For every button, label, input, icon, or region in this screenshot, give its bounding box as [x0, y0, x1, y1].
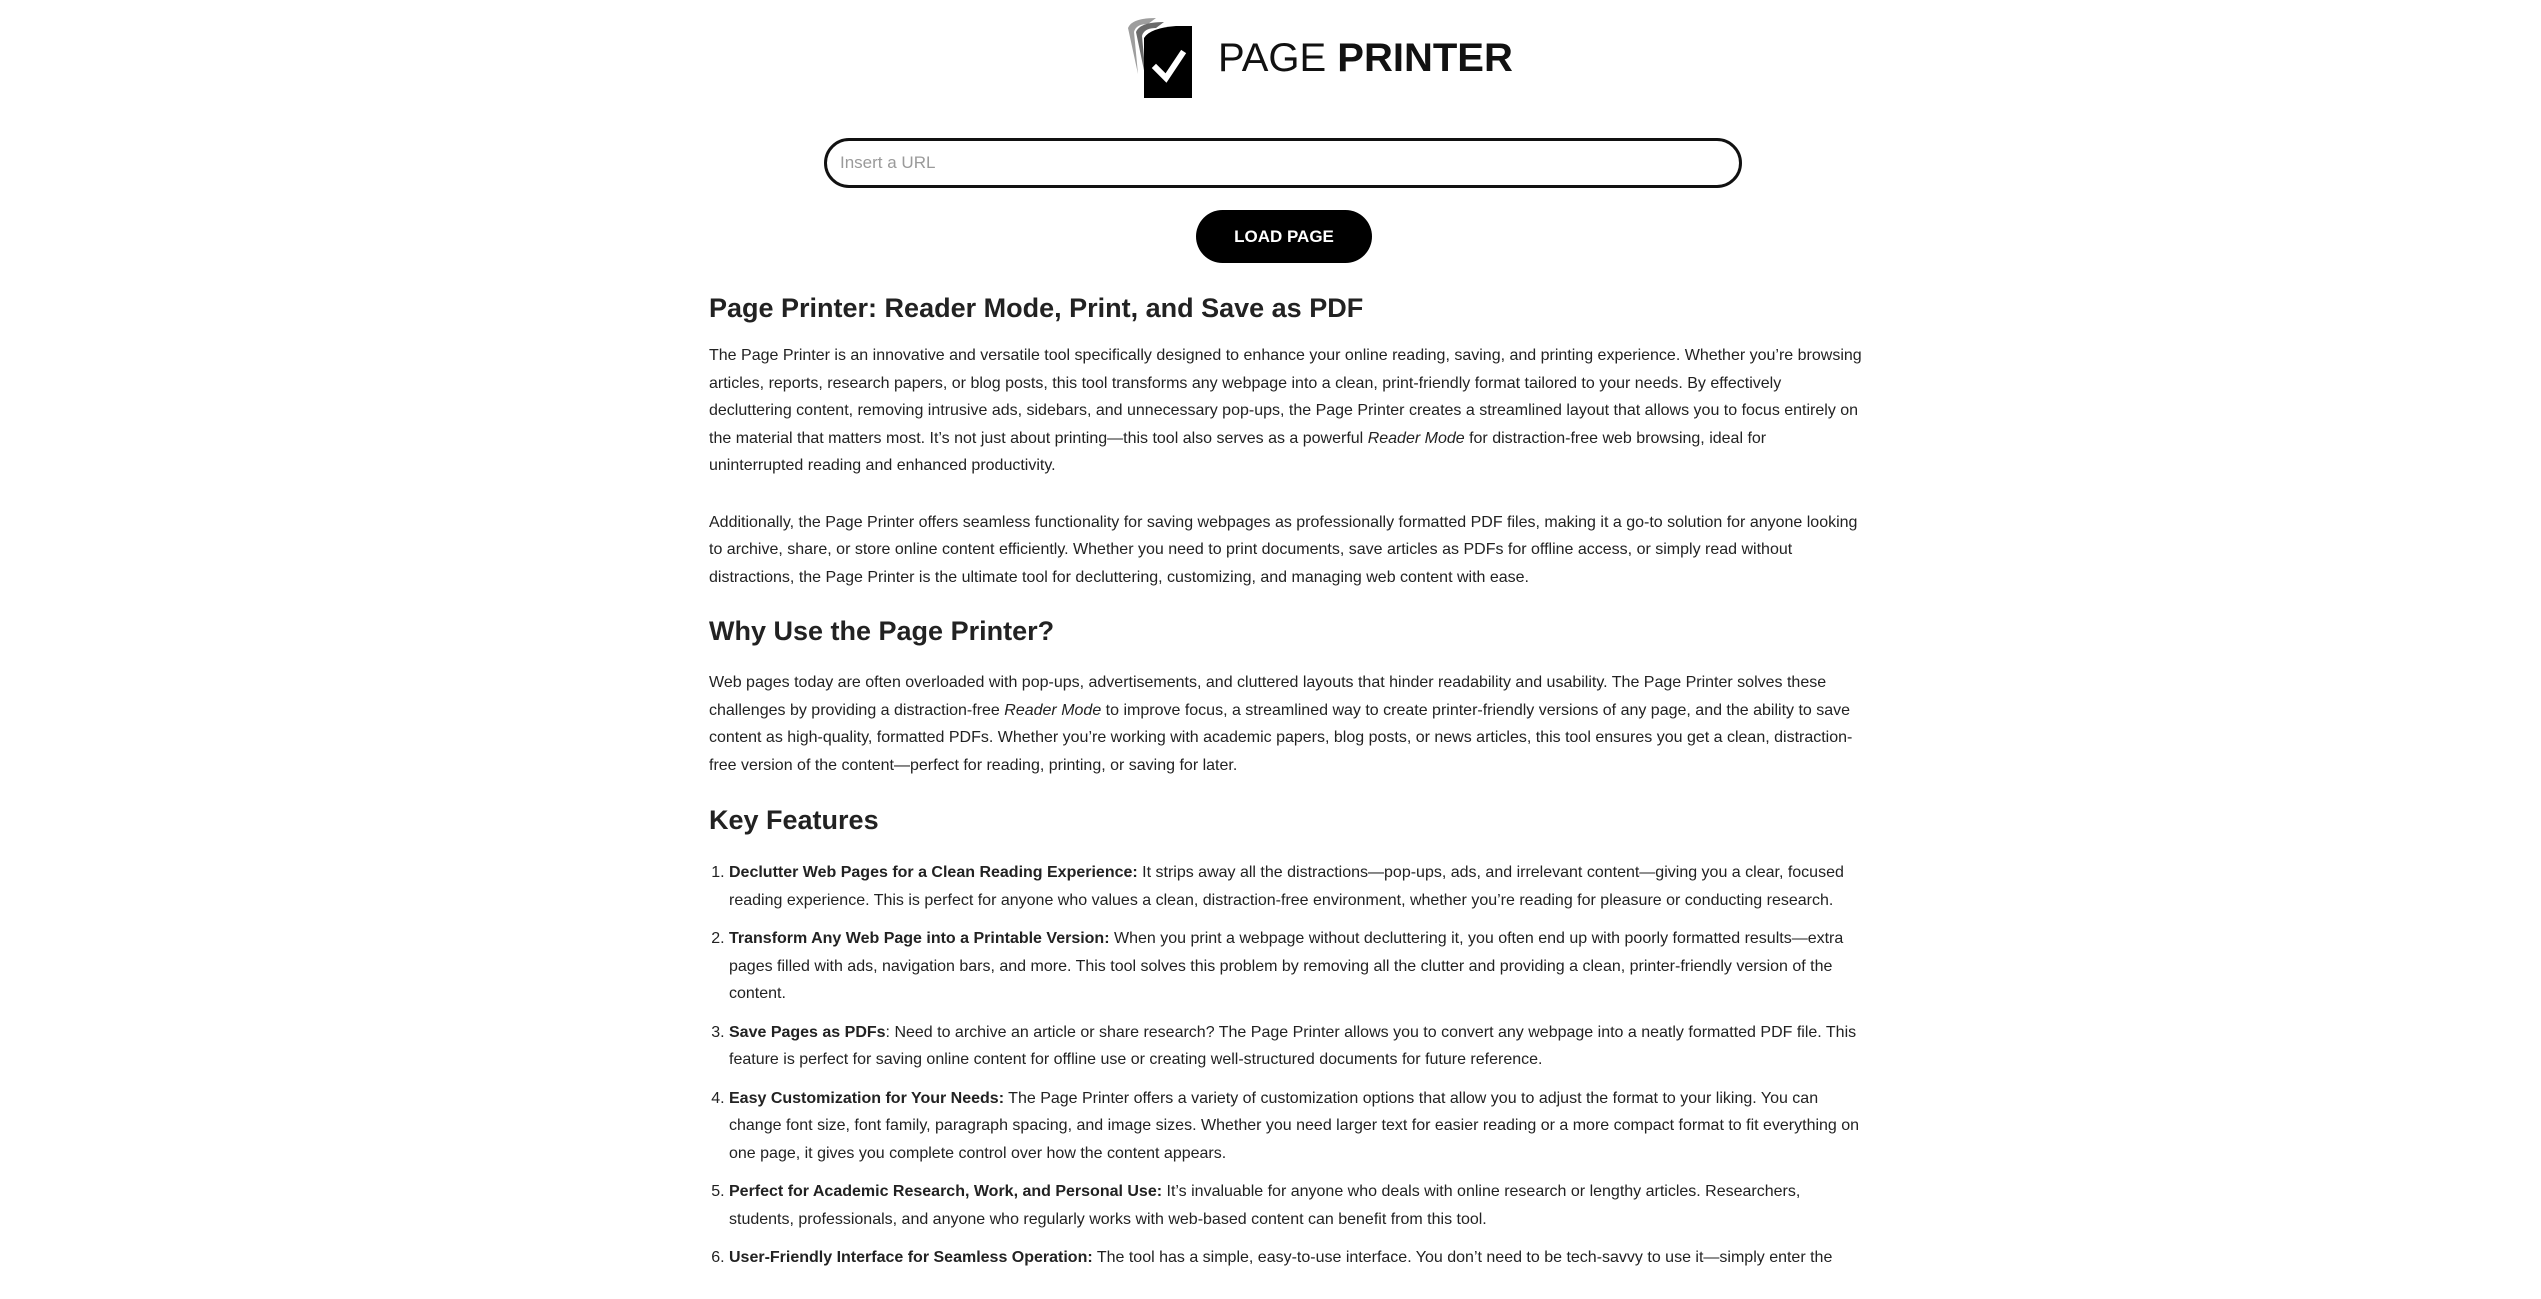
intro-p1-text-a: The Page Printer is an innovative and versatile tool specifically designed to enhance your online reading, saving, and printing experience. Whether you’re browsing articles, reports, research papers, or blog posts, this tool transforms any webpage into a clean, print-friendly format tailored to your needs. By effectively decluttering content, removing intrusive ads, sidebars, and unnecessary pop-ups, the Page Printer creates a streamlined layout that allows you to focus entirely on the material that matters most. It’s not just about printing—this tool also serves as a powerful: [709, 347, 1862, 447]
logo[interactable]: [1120, 14, 1513, 100]
feature-title: Declutter Web Pages for a Clean Reading Experience:: [729, 864, 1138, 881]
intro-p1-emphasis: Reader Mode: [1367, 429, 1465, 447]
feature-text: The tool has a simple, easy-to-use interface. You don’t need to be tech-savvy to use it—simply enter the: [1092, 1249, 1833, 1266]
feature-title: Transform Any Web Page into a Printable Version:: [729, 930, 1110, 947]
feature-text: : Need to archive an article or share research? The Page Printer allows you to convert any webpage into a neatly formatted PDF file. This feature is perfect for saving online content for offline use or creating well-structured documents for future reference.: [729, 1023, 1857, 1068]
features-heading: Key Features: [709, 805, 879, 835]
article: [709, 288, 1864, 1283]
feature-title: Save Pages as PDFs: [729, 1023, 886, 1041]
url-input[interactable]: [824, 138, 1742, 188]
intro-p1-text-b: for distraction-free web browsing, ideal for uninterrupted reading and enhanced productivity.: [709, 429, 1767, 474]
feature-title: Perfect for Academic Research, Work, and Personal Use:: [729, 1183, 1163, 1200]
intro-paragraph-1: [709, 342, 1864, 480]
list-item: [729, 859, 1864, 914]
brand-name-light: PAGE: [1218, 36, 1338, 80]
why-paragraph: [709, 669, 1864, 779]
list-item: [729, 1085, 1864, 1168]
feature-text: It strips away all the distractions—pop-ups, ads, and irrelevant content—giving you a clear, focused reading experience. This is perfect for anyone who values a clean, distraction-free environment, whether you’re reading for pleasure or conducting research.: [729, 864, 1844, 909]
why-p-text-b: to improve focus, a streamlined way to create printer-friendly versions of any page, and the ability to save content as high-quality, formatted PDFs. Whether you’re working with academic papers, blog posts, or news articles, this tool ensures you get a clean, distraction-free version of the content—perfect for reading, printing, or saving for later.: [709, 701, 1853, 774]
feature-text: The Page Printer offers a variety of customization options that allow you to adjust the format to your liking. You can change font size, font family, paragraph spacing, and image sizes. Whether you need larger text for easier reading or a more compact format to fit everything on one page, it gives you complete control over how the content appears.: [729, 1089, 1860, 1162]
feature-title: Easy Customization for Your Needs:: [729, 1089, 1005, 1107]
list-item: [729, 1178, 1864, 1233]
why-p-emphasis: Reader Mode: [1004, 701, 1102, 719]
features-list: [709, 859, 1864, 1272]
page-title: Page Printer: Reader Mode, Print, and Save as PDF: [709, 293, 1364, 323]
list-item: [729, 1019, 1864, 1074]
header: [0, 0, 2541, 110]
list-item: [729, 1244, 1864, 1272]
brand-name: [1218, 38, 1513, 78]
intro-paragraph-2: Additionally, the Page Printer offers seamless functionality for saving webpages as professionally formatted PDF files, making it a go-to solution for anyone looking to archive, share, or store online content efficiently. Whether you need to print documents, save articles as PDFs for offline access, or simply read without distractions, the Page Printer is the ultimate tool for decluttering, customizing, and managing web content with ease.: [709, 513, 1858, 586]
why-heading: Why Use the Page Printer?: [709, 616, 1055, 646]
feature-text: It’s invaluable for anyone who deals with online research or lengthy articles. Researchers, students, professionals, and anyone who regularly works with web-based content can benefit from this tool.: [729, 1183, 1801, 1228]
why-p-text-a: Web pages today are often overloaded with pop-ups, advertisements, and cluttered layouts that hinder readability and usability. The Page Printer solves these challenges by providing a distraction-free: [709, 674, 1827, 719]
load-page-button[interactable]: LOAD PAGE: [1196, 210, 1372, 263]
brand-name-bold: PRINTER: [1337, 36, 1513, 80]
printed-pages-checkmark-icon: [1120, 14, 1200, 100]
feature-text: When you print a webpage without decluttering it, you often end up with poorly formatted results—extra pages filled with ads, navigation bars, and more. This tool solves this problem by removing all the clutter and providing a clean, printer-friendly version of the content.: [729, 930, 1844, 1002]
list-item: [729, 925, 1864, 1008]
feature-title: User-Friendly Interface for Seamless Operation:: [729, 1249, 1093, 1266]
